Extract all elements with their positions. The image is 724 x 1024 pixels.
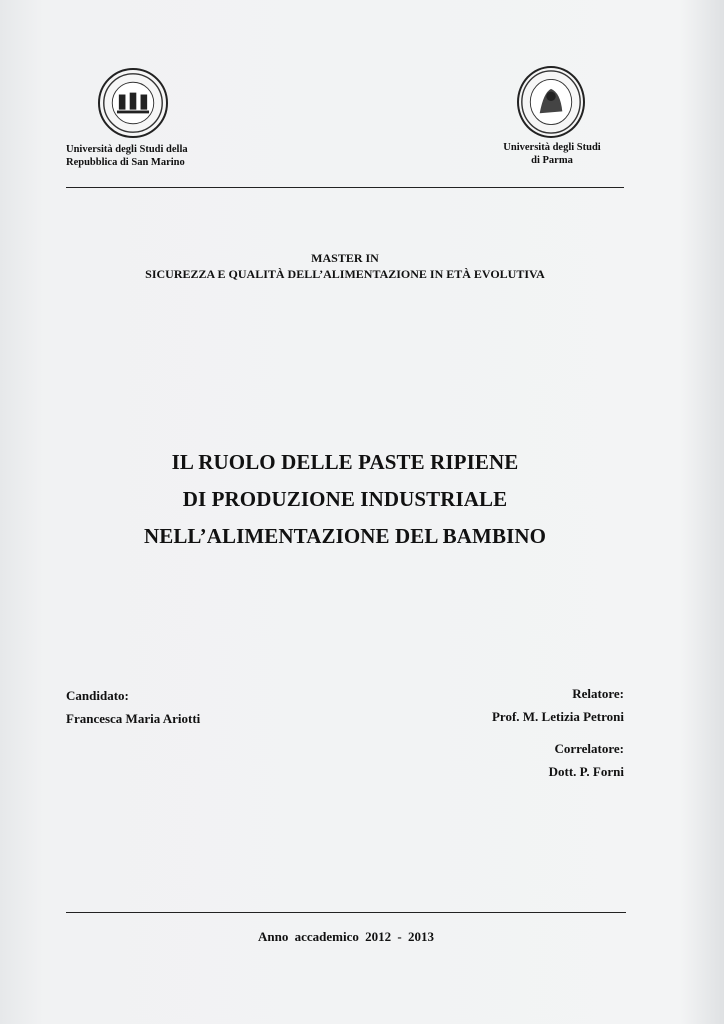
parma-university-seal-icon xyxy=(517,66,585,138)
university-right-line1: Università degli Studi xyxy=(503,142,601,153)
university-left-line2: Repubblica di San Marino xyxy=(66,157,185,168)
supervisor-name: Prof. M. Letizia Petroni xyxy=(491,709,624,724)
thesis-title-line1: IL RUOLO DELLE PASTE RIPIENE xyxy=(171,450,519,474)
university-parma-name xyxy=(480,141,624,167)
footer-divider xyxy=(66,912,626,913)
san-marino-university-seal-icon xyxy=(98,68,168,138)
thesis-title-line3: NELL’ALIMENTAZIONE DEL BAMBINO xyxy=(143,524,547,548)
university-san-marino-name xyxy=(66,143,188,169)
master-heading: MASTER IN xyxy=(311,251,379,265)
candidate-name: Francesca Maria Ariotti xyxy=(66,711,201,726)
candidate-label: Candidato: xyxy=(66,688,129,703)
co-supervisor-label: Correlatore: xyxy=(554,741,624,756)
co-supervisor-name: Dott. P. Forni xyxy=(548,764,624,779)
master-subject: SICUREZZA E QUALITÀ DELL’ALIMENTAZIONE IN ETÀ EVOLUTIVA xyxy=(145,267,545,281)
university-left-line1: Università degli Studi della xyxy=(66,144,188,155)
academic-year: Anno accademico 2012 - 2013 xyxy=(258,929,434,944)
supervisor-label: Relatore: xyxy=(572,686,624,701)
header-divider xyxy=(66,187,624,188)
university-right-line2: di Parma xyxy=(531,155,573,166)
thesis-title-line2: DI PRODUZIONE INDUSTRIALE xyxy=(182,487,508,511)
